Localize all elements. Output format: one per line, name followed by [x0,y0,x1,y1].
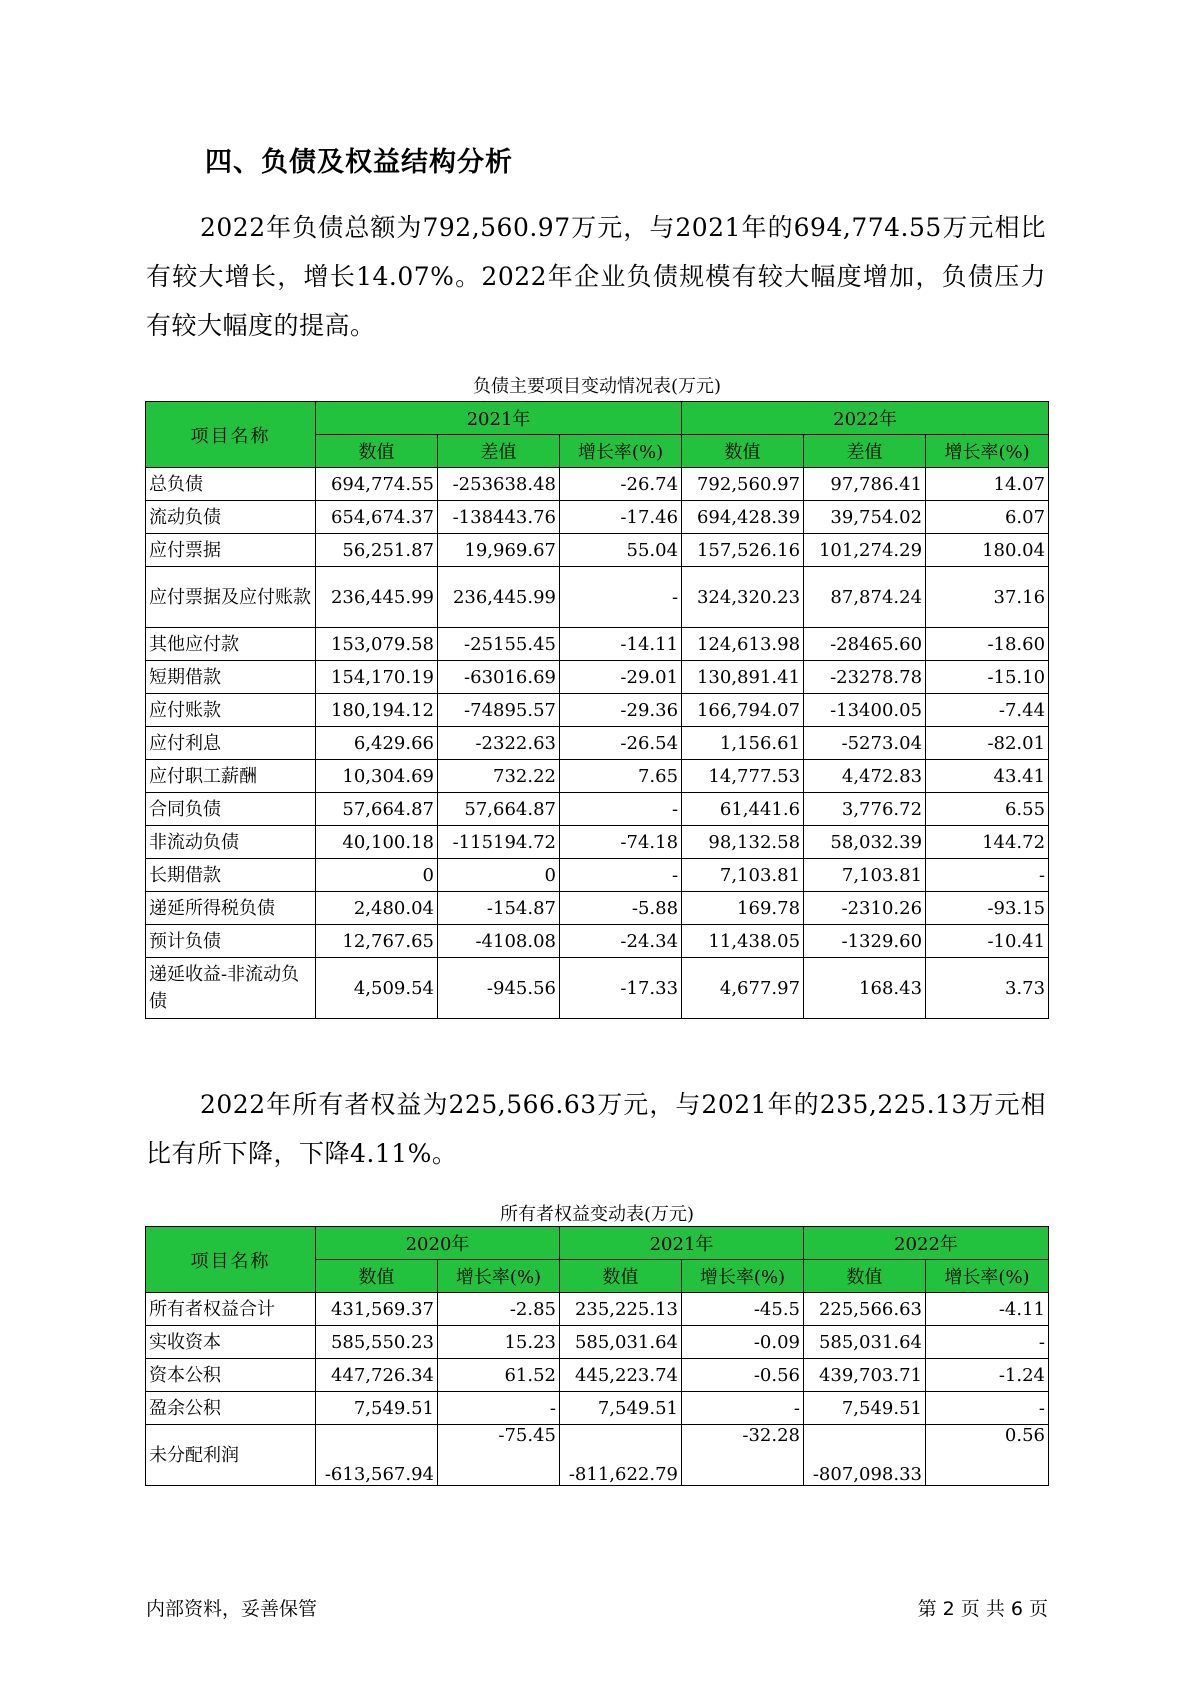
table-cell: 732.22 [438,760,560,793]
section-heading: 四、负债及权益结构分析 [205,147,513,178]
row-label: 递延所得税负债 [146,892,316,925]
table-cell: 6,429.66 [316,727,438,760]
table-cell: 130,891.41 [682,661,804,694]
table-cell: 7,549.51 [560,1392,682,1425]
column-header: 增长率(%) [560,435,682,468]
row-label: 应付职工薪酬 [146,760,316,793]
item-name-header: 项目名称 [146,402,316,468]
table-cell: - [682,1392,804,1425]
table-cell: 55.04 [560,534,682,567]
table-row [146,567,1049,628]
table-cell: -25155.45 [438,628,560,661]
footer-page-number: 第 2 页 共 6 页 [917,1598,1048,1620]
table-cell: -13400.05 [804,694,926,727]
table-cell: -5273.04 [804,727,926,760]
row-label: 资本公积 [146,1359,316,1392]
table-row [146,727,1049,760]
year-header: 2022年 [804,1227,1049,1260]
table-cell: 6.07 [926,501,1049,534]
table-cell: -29.36 [560,694,682,727]
row-label: 总负债 [146,468,316,501]
table-row [146,760,1049,793]
table-cell: 58,032.39 [804,826,926,859]
liability-table-body [146,468,1049,1019]
column-header: 差值 [438,435,560,468]
table-row [146,534,1049,567]
table-cell: 235,225.13 [560,1293,682,1326]
row-label: 非流动负债 [146,826,316,859]
table-cell: 87,874.24 [804,567,926,628]
table-cell: 3.73 [926,958,1049,1019]
table-cell: 236,445.99 [316,567,438,628]
table-row [146,958,1049,1019]
equity-summary-paragraph: 2022年所有者权益为225,566.63万元，与2021年的235,225.13万元相比有所下降，下降4.11%。 [146,1090,1046,1168]
table-cell: -24.34 [560,925,682,958]
table-row [146,694,1049,727]
table-cell: 12,767.65 [316,925,438,958]
table-cell: 14.07 [926,468,1049,501]
table-cell: 2,480.04 [316,892,438,925]
table-cell: 97,786.41 [804,468,926,501]
table-cell: 124,613.98 [682,628,804,661]
table-cell: -138443.76 [438,501,560,534]
row-label: 实收资本 [146,1326,316,1359]
table-cell: 792,560.97 [682,468,804,501]
liability-table-caption: 负债主要项目变动情况表(万元) [472,376,722,397]
column-header: 增长率(%) [926,1260,1049,1293]
table-cell: 585,550.23 [316,1326,438,1359]
table-cell: 6.55 [926,793,1049,826]
row-label: 应付账款 [146,694,316,727]
table-cell: 585,031.64 [560,1326,682,1359]
table-cell: -115194.72 [438,826,560,859]
equity-table-body [146,1293,1049,1486]
column-header: 数值 [804,1260,926,1293]
table-cell: 7,103.81 [682,859,804,892]
table-cell: 56,251.87 [316,534,438,567]
table-cell: 324,320.23 [682,567,804,628]
table-cell: -63016.69 [438,661,560,694]
table-row [146,1293,1049,1326]
table-cell: -14.11 [560,628,682,661]
table-cell: 157,526.16 [682,534,804,567]
table-cell: 15.23 [438,1326,560,1359]
row-label: 应付票据及应付账款 [146,567,316,628]
row-label: 盈余公积 [146,1392,316,1425]
table-cell: 40,100.18 [316,826,438,859]
table-cell: 236,445.99 [438,567,560,628]
table-cell: 0.56 [926,1425,1049,1486]
table-cell: 4,677.97 [682,958,804,1019]
footer-confidential-note: 内部资料，妥善保管 [146,1598,318,1620]
table-row [146,859,1049,892]
row-label: 递延收益-非流动负债 [146,958,316,1019]
column-header: 增长率(%) [926,435,1049,468]
year-header: 2021年 [316,402,682,435]
table-cell: -23278.78 [804,661,926,694]
table-cell: 166,794.07 [682,694,804,727]
column-header: 差值 [804,435,926,468]
item-name-header: 项目名称 [146,1227,316,1293]
table-row [146,1425,1049,1486]
table-row [146,826,1049,859]
table-cell: 168.43 [804,958,926,1019]
table-row [146,501,1049,534]
column-header: 数值 [682,435,804,468]
table-cell: -17.33 [560,958,682,1019]
table-cell: -93.15 [926,892,1049,925]
table-cell: 39,754.02 [804,501,926,534]
table-cell: -45.5 [682,1293,804,1326]
table-cell: -74895.57 [438,694,560,727]
table-cell: -4108.08 [438,925,560,958]
row-label: 长期借款 [146,859,316,892]
table-cell: - [926,1326,1049,1359]
row-label: 其他应付款 [146,628,316,661]
row-label: 预计负债 [146,925,316,958]
table-row [146,793,1049,826]
table-cell: -15.10 [926,661,1049,694]
table-cell: -154.87 [438,892,560,925]
table-cell: -2.85 [438,1293,560,1326]
column-header: 数值 [560,1260,682,1293]
table-row [146,892,1049,925]
table-cell: 439,703.71 [804,1359,926,1392]
table-cell: 153,079.58 [316,628,438,661]
table-cell: -29.01 [560,661,682,694]
row-label: 所有者权益合计 [146,1293,316,1326]
table-cell: 0 [316,859,438,892]
table-cell: - [560,793,682,826]
row-label: 流动负债 [146,501,316,534]
table-cell: 225,566.63 [804,1293,926,1326]
year-header: 2022年 [682,402,1049,435]
table-row [146,628,1049,661]
table-cell: -26.54 [560,727,682,760]
table-cell: 4,472.83 [804,760,926,793]
table-row [146,1359,1049,1392]
liability-summary-paragraph: 2022年负债总额为792,560.97万元，与2021年的694,774.55万元相比有较大增长，增长14.07%。2022年企业负债规模有较大幅度增加，负债压力有较大幅度的提高。 [146,213,1046,340]
table-cell: 694,774.55 [316,468,438,501]
table-cell: -32.28 [682,1425,804,1486]
row-label: 合同负债 [146,793,316,826]
table-cell: -811,622.79 [560,1425,682,1486]
table-cell: -18.60 [926,628,1049,661]
table-cell: 694,428.39 [682,501,804,534]
table-cell: 0 [438,859,560,892]
table-cell: 7,549.51 [316,1392,438,1425]
row-label: 应付利息 [146,727,316,760]
table-cell: 585,031.64 [804,1326,926,1359]
table-cell: 14,777.53 [682,760,804,793]
year-header: 2021年 [560,1227,804,1260]
equity-change-table [145,1226,1049,1486]
table-cell: -807,098.33 [804,1425,926,1486]
table-cell: 7.65 [560,760,682,793]
table-cell: -74.18 [560,826,682,859]
liability-change-table [145,401,1049,1019]
table-cell: -1329.60 [804,925,926,958]
table-row [146,1326,1049,1359]
table-cell: -2322.63 [438,727,560,760]
year-header: 2020年 [316,1227,560,1260]
table-cell: 7,103.81 [804,859,926,892]
table-cell: -17.46 [560,501,682,534]
table-cell: - [926,859,1049,892]
table-cell: 445,223.74 [560,1359,682,1392]
row-label: 应付票据 [146,534,316,567]
table-cell: 144.72 [926,826,1049,859]
table-cell: -7.44 [926,694,1049,727]
table-cell: 3,776.72 [804,793,926,826]
table-cell: 447,726.34 [316,1359,438,1392]
table-cell: 654,674.37 [316,501,438,534]
column-header: 数值 [316,435,438,468]
table-cell: 11,438.05 [682,925,804,958]
table-cell: -253638.48 [438,468,560,501]
table-cell: -4.11 [926,1293,1049,1326]
table-cell: - [438,1392,560,1425]
table-cell: 61.52 [438,1359,560,1392]
table-cell: -1.24 [926,1359,1049,1392]
table-cell: -2310.26 [804,892,926,925]
table-cell: 101,274.29 [804,534,926,567]
table-cell: -26.74 [560,468,682,501]
table-cell: -28465.60 [804,628,926,661]
table-cell: -945.56 [438,958,560,1019]
table-cell: 37.16 [926,567,1049,628]
table-cell: 169.78 [682,892,804,925]
table-cell: -82.01 [926,727,1049,760]
table-cell: 154,170.19 [316,661,438,694]
row-label: 短期借款 [146,661,316,694]
table-cell: -5.88 [560,892,682,925]
table-cell: -75.45 [438,1425,560,1486]
table-row [146,661,1049,694]
table-cell: -10.41 [926,925,1049,958]
table-cell: -0.09 [682,1326,804,1359]
table-row [146,925,1049,958]
table-cell: 10,304.69 [316,760,438,793]
table-cell: -613,567.94 [316,1425,438,1486]
equity-table-caption: 所有者权益变动表(万元) [499,1204,695,1225]
column-header: 数值 [316,1260,438,1293]
table-cell: 19,969.67 [438,534,560,567]
table-cell: 7,549.51 [804,1392,926,1425]
table-cell: 57,664.87 [316,793,438,826]
table-cell: 43.41 [926,760,1049,793]
table-cell: -0.56 [682,1359,804,1392]
table-cell: - [926,1392,1049,1425]
table-row [146,468,1049,501]
table-cell: - [560,567,682,628]
table-cell: 431,569.37 [316,1293,438,1326]
table-cell: - [560,859,682,892]
column-header: 增长率(%) [682,1260,804,1293]
table-cell: 61,441.6 [682,793,804,826]
table-cell: 180.04 [926,534,1049,567]
table-cell: 98,132.58 [682,826,804,859]
table-row [146,1392,1049,1425]
column-header: 增长率(%) [438,1260,560,1293]
table-cell: 1,156.61 [682,727,804,760]
table-cell: 4,509.54 [316,958,438,1019]
table-cell: 57,664.87 [438,793,560,826]
row-label: 未分配利润 [146,1425,316,1486]
table-cell: 180,194.12 [316,694,438,727]
